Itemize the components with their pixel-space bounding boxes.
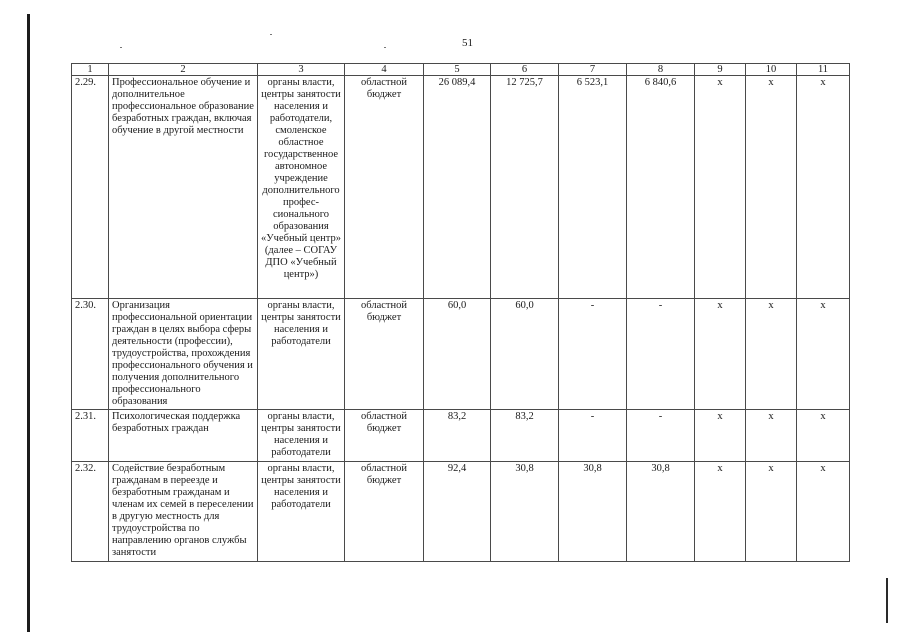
column-header: 3: [258, 64, 345, 76]
executor: органы власти, центры занятости населения и работодатели: [258, 299, 345, 410]
year-value: -: [559, 410, 627, 462]
column-header: 2: [109, 64, 258, 76]
total-value: 83,2: [424, 410, 491, 462]
measure-name: Организация профессиональной ориентации граждан в целях выбора сферы деятельности (профессии), трудоустройства, прохождения профессионального обучения и получения дополнительного профессионального образования: [109, 299, 258, 410]
table-row: [72, 299, 850, 410]
indicator-value: х: [746, 410, 797, 462]
funding-source: областной бюджет: [345, 462, 424, 562]
column-header: 9: [695, 64, 746, 76]
indicator-value: х: [695, 410, 746, 462]
column-header: 10: [746, 64, 797, 76]
indicator-value: х: [797, 76, 850, 299]
year-value: -: [627, 410, 695, 462]
indicator-value: х: [746, 299, 797, 410]
year-value: 30,8: [627, 462, 695, 562]
column-header: 5: [424, 64, 491, 76]
data-table: [71, 63, 850, 562]
executor: органы власти, центры занятости населения и работодатели: [258, 410, 345, 462]
column-header: 4: [345, 64, 424, 76]
table-row: [72, 76, 850, 299]
executor: органы власти, центры занятости населения и работодатели: [258, 462, 345, 562]
column-header: 6: [491, 64, 559, 76]
measure-name: Профессиональное обучение и дополнительное профессиональное образование безработных граждан, включая обучение в другой местности: [109, 76, 258, 299]
row-number: 2.29.: [72, 76, 109, 299]
column-header: 8: [627, 64, 695, 76]
indicator-value: х: [746, 462, 797, 562]
year-value: 12 725,7: [491, 76, 559, 299]
year-value: 6 840,6: [627, 76, 695, 299]
row-number: 2.30.: [72, 299, 109, 410]
total-value: 60,0: [424, 299, 491, 410]
scan-speck: [384, 47, 386, 48]
year-value: -: [627, 299, 695, 410]
year-value: 30,8: [559, 462, 627, 562]
indicator-value: х: [695, 76, 746, 299]
total-value: 92,4: [424, 462, 491, 562]
year-value: 60,0: [491, 299, 559, 410]
header-row: [72, 64, 850, 76]
year-value: 83,2: [491, 410, 559, 462]
row-number: 2.31.: [72, 410, 109, 462]
measure-name: Содействие безработным гражданам в переезде и безработным гражданам и членам их семей в переселении в другую местность для трудоустройства по направлению органов службы занятости: [109, 462, 258, 562]
column-header: 11: [797, 64, 850, 76]
scan-speck: [270, 34, 272, 35]
funding-source: областной бюджет: [345, 410, 424, 462]
column-header: 7: [559, 64, 627, 76]
table-row: [72, 410, 850, 462]
scan-speck: [120, 47, 122, 48]
funding-source: областной бюджет: [345, 76, 424, 299]
page-number: 51: [462, 37, 473, 49]
indicator-value: х: [695, 462, 746, 562]
executor: органы власти, центры занятости населения и работодатели, смоленское областное государственное автономное учреждение дополнительного профес-сионального образования «Учебный центр» (далее – СОГАУ ДПО «Учебный центр»): [258, 76, 345, 299]
year-value: 30,8: [491, 462, 559, 562]
measure-name: Психологическая поддержка безработных граждан: [109, 410, 258, 462]
scan-edge-right: [886, 578, 888, 623]
row-number: 2.32.: [72, 462, 109, 562]
indicator-value: х: [797, 299, 850, 410]
table-row: [72, 462, 850, 562]
funding-source: областной бюджет: [345, 299, 424, 410]
indicator-value: х: [797, 462, 850, 562]
indicator-value: х: [746, 76, 797, 299]
scan-edge-left: [27, 14, 30, 632]
indicator-value: х: [695, 299, 746, 410]
year-value: 6 523,1: [559, 76, 627, 299]
indicator-value: х: [797, 410, 850, 462]
total-value: 26 089,4: [424, 76, 491, 299]
year-value: -: [559, 299, 627, 410]
column-header: 1: [72, 64, 109, 76]
